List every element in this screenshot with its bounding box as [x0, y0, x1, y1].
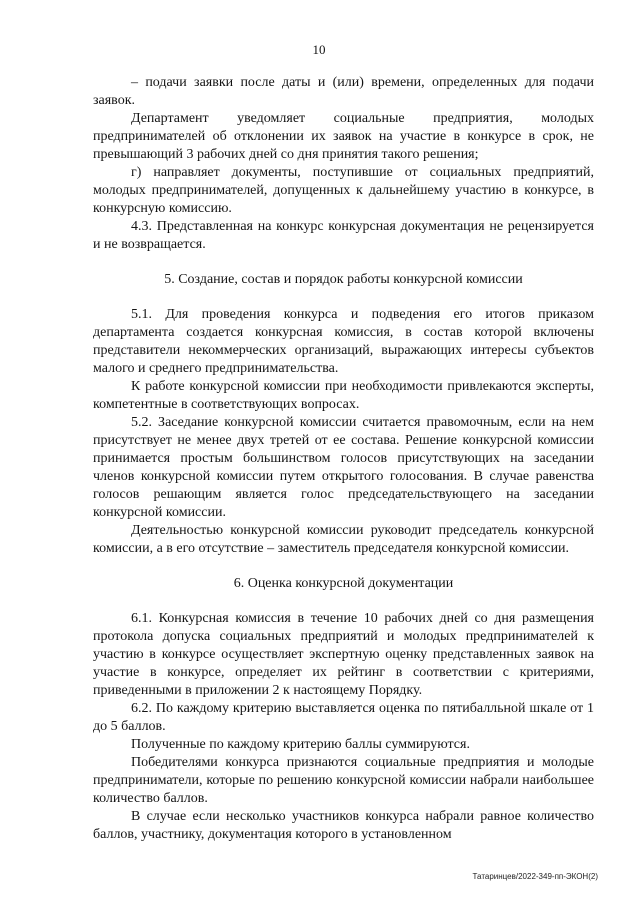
- section-heading: 6. Оценка конкурсной документации: [233, 576, 454, 591]
- paragraph: Деятельностью конкурсной комиссии руководит председатель конкурсной комиссии, а в его отсутствие – заместитель председателя конкурсной комиссии.: [93, 523, 594, 556]
- paragraph: Победителями конкурса признаются социальные предприятия и молодые предприниматели, которые по решению конкурсной комиссии набрали наибольшее количество баллов.: [93, 755, 594, 806]
- paragraph: 6.2. По каждому критерию выставляется оценка по пятибалльной шкале от 1 до 5 баллов.: [93, 701, 594, 734]
- paragraph: 4.3. Представленная на конкурс конкурсная документация не рецензируется и не возвращается.: [93, 219, 594, 252]
- paragraph: Полученные по каждому критерию баллы суммируются.: [131, 737, 470, 752]
- paragraph: 6.1. Конкурсная комиссия в течение 10 рабочих дней со дня размещения протокола допуска социальных предприятий и молодых предпринимателей к участию в конкурсе осуществляет экспертную оценку представленных заявок на участие в конкурсе, определяет их рейтинг в соответствии с критериями, приведенными в приложении 2 к настоящему Порядку.: [93, 611, 594, 698]
- paragraph: – подачи заявки после даты и (или) времени, определенных для подачи заявок.: [93, 75, 594, 108]
- page-number: 10: [312, 42, 326, 57]
- document-footer-code: Татаринцев/2022-349-пп-ЭКОН(2): [472, 872, 598, 881]
- document-body: [93, 74, 594, 844]
- paragraph: К работе конкурсной комиссии при необходимости привлекаются эксперты, компетентные в соответствующих вопросах.: [93, 379, 594, 412]
- paragraph: 5.1. Для проведения конкурса и подведения его итогов приказом департамента создается конкурсная комиссия, в состав которой включены представители некоммерческих организаций, выражающих интересы субъектов малого и среднего предпринимательства.: [93, 307, 594, 376]
- paragraph: В случае если несколько участников конкурса набрали равное количество баллов, участнику, документация которого в установленном: [93, 809, 594, 842]
- paragraph: г) направляет документы, поступившие от социальных предприятий, молодых предпринимателей, допущенных к дальнейшему участию в конкурсе, в конкурсную комиссию.: [93, 165, 594, 216]
- paragraph: 5.2. Заседание конкурсной комиссии считается правомочным, если на нем присутствует не менее двух третей от ее состава. Решение конкурсной комиссии принимается простым большинством голосов присутствующих на заседании членов конкурсной комиссии путем открытого голосования. В случае равенства голосов решающим является голос председательствующего на заседании конкурсной комиссии.: [93, 415, 594, 520]
- section-heading: 5. Создание, состав и порядок работы конкурсной комиссии: [164, 272, 523, 287]
- paragraph: Департамент уведомляет социальные предприятия, молодых предпринимателей об отклонении их заявок на участие в конкурсе в срок, не превышающий 3 рабочих дней со дня принятия такого решения;: [93, 111, 594, 162]
